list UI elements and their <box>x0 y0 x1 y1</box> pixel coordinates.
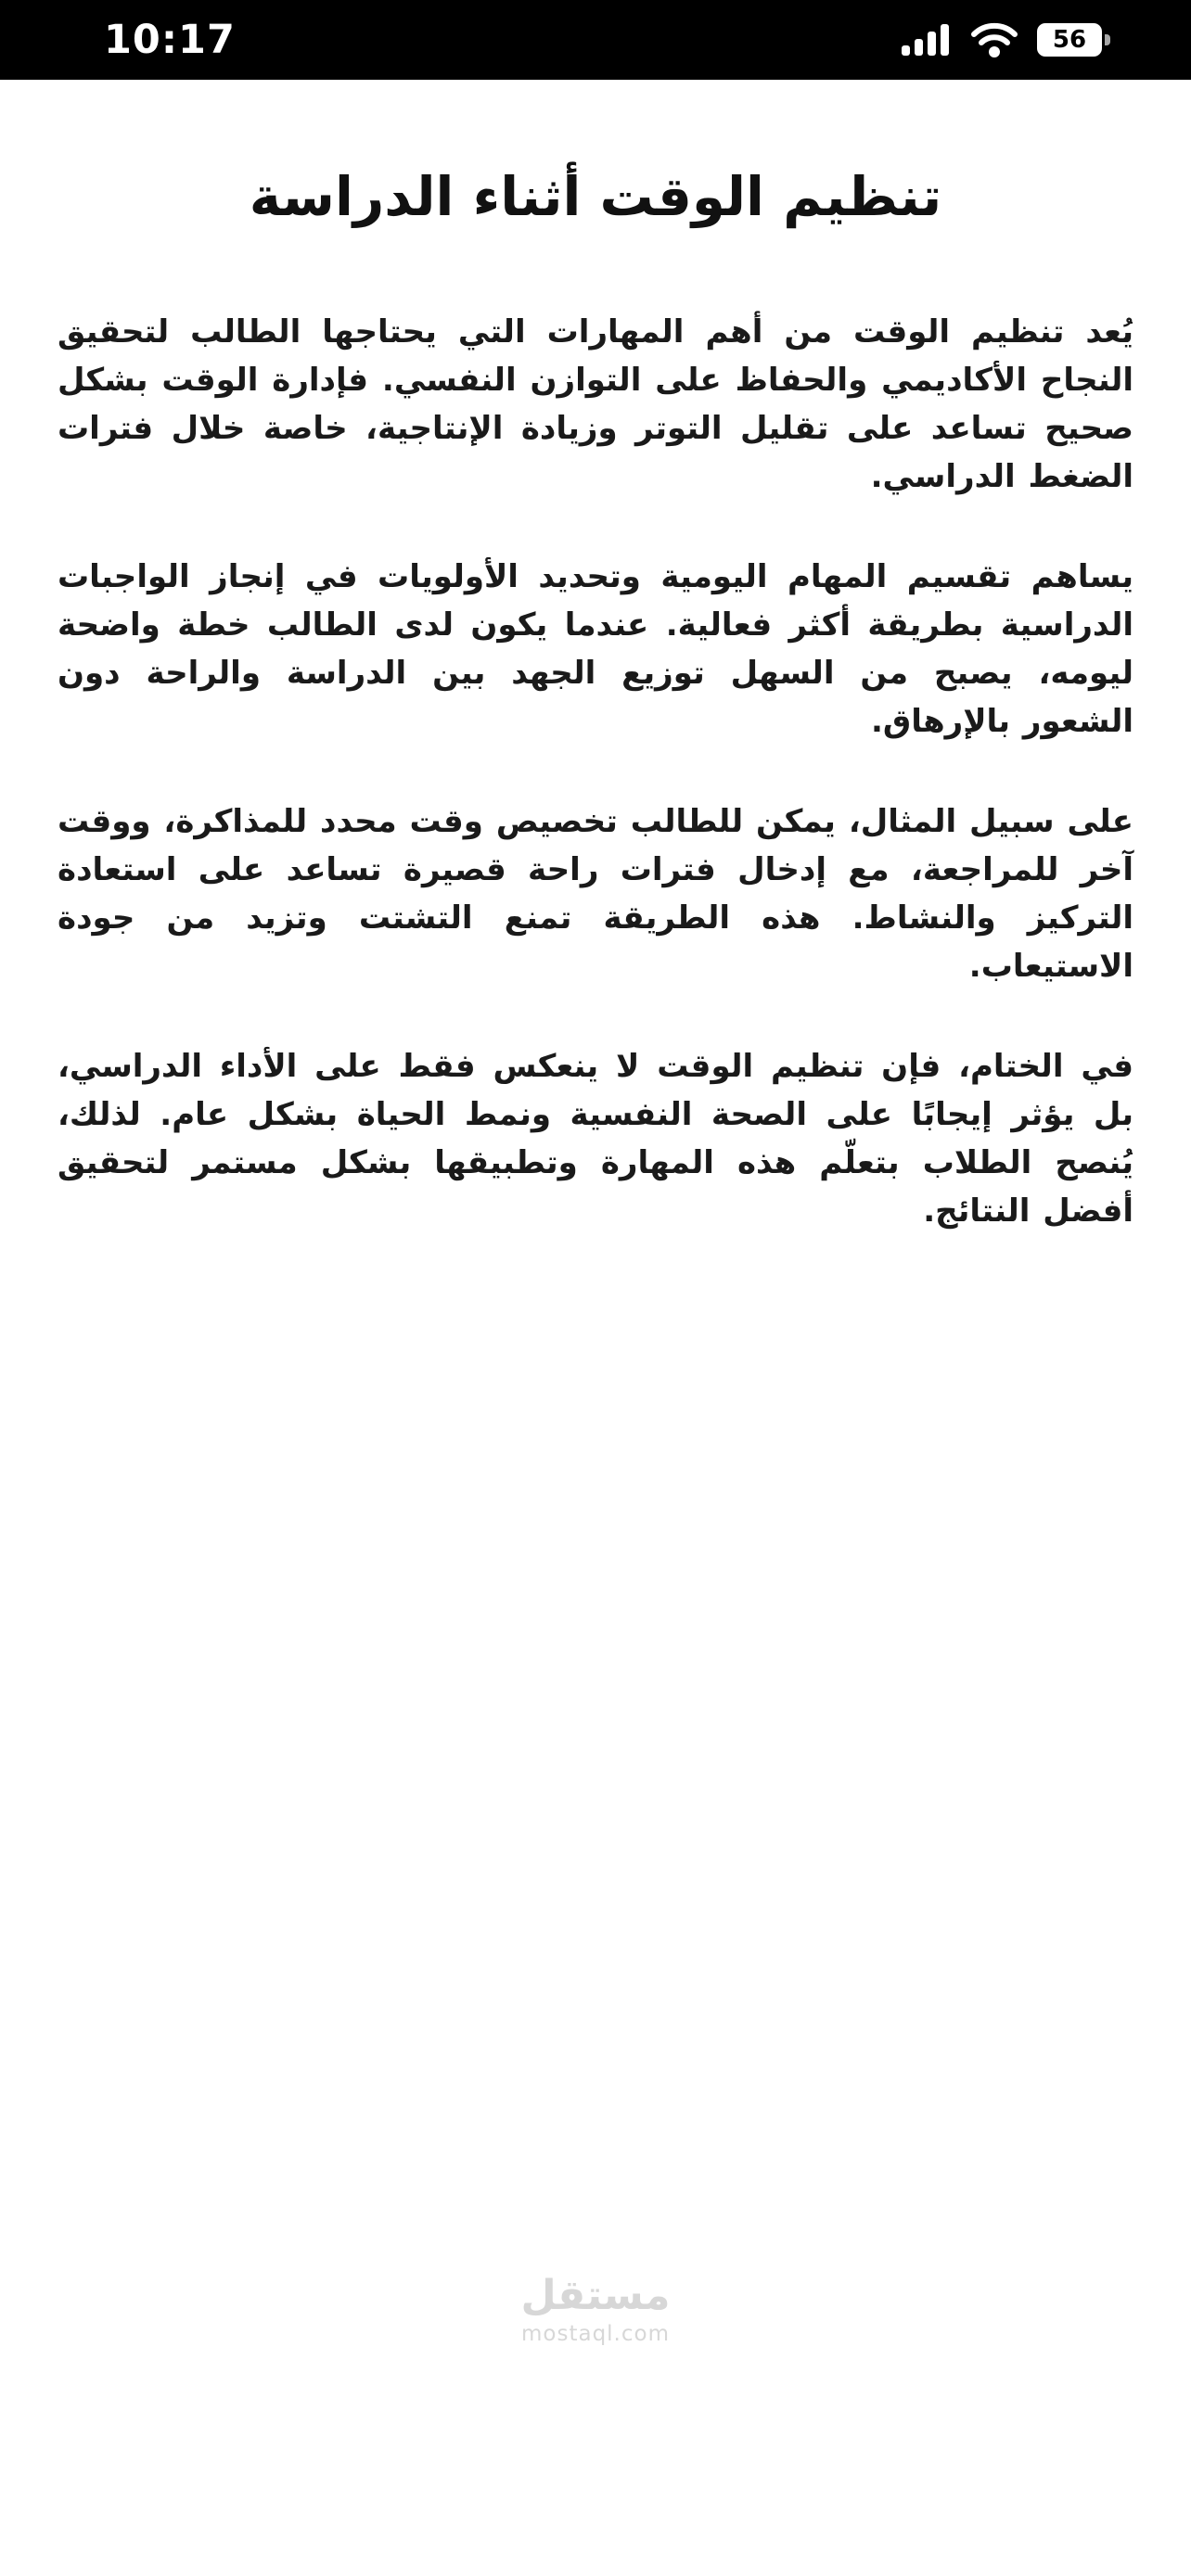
battery-percent: 56 <box>1052 26 1087 54</box>
watermark <box>0 2274 1191 2346</box>
paragraph-3: على سبيل المثال، يمكن للطالب تخصيص وقت محدد للمذاكرة، ووقت آخر للمراجعة، مع إدخال فترات راحة قصيرة تساعد على استعادة التركيز والنشاط. هذه الطريقة تمنع التشتت وتزيد من جودة الاستيعاب. <box>58 803 1133 985</box>
cellular-signal-icon <box>902 23 952 57</box>
status-icons <box>902 22 1109 57</box>
document-title: تنظيم الوقت أثناء الدراسة <box>249 165 942 228</box>
watermark-logo: مستقل <box>520 2272 671 2319</box>
status-time: 10:17 <box>104 17 236 63</box>
paragraph-2: يساهم تقسيم المهام اليومية وتحديد الأولويات في إنجاز الواجبات الدراسية بطريقة أكثر فعالية. عندما يكون لدى الطالب خطة واضحة ليومه، يصبح من السهل توزيع الجهد بين الدراسة والراحة دون الشعور بالإرهاق. <box>58 558 1133 740</box>
battery-icon <box>1037 23 1102 57</box>
status-bar <box>0 0 1191 80</box>
paragraph-1: يُعد تنظيم الوقت من أهم المهارات التي يحتاجها الطالب لتحقيق النجاح الأكاديمي والحفاظ على التوازن النفسي. فإدارة الوقت بشكل صحيح تساعد على تقليل التوتر وزيادة الإنتاجية، خاصة خلال فترات الضغط الدراسي. <box>58 313 1133 495</box>
document-body <box>0 165 1191 1235</box>
wifi-icon <box>970 22 1018 57</box>
paragraph-4: في الختام، فإن تنظيم الوقت لا ينعكس فقط على الأداء الدراسي، بل يؤثر إيجابًا على الصحة النفسية ونمط الحياة بشكل عام. لذلك، يُنصح الطلاب بتعلّم هذه المهارة وتطبيقها بشكل مستمر لتحقيق أفضل النتائج. <box>58 1048 1133 1230</box>
watermark-domain: mostaql.com <box>521 2322 670 2347</box>
